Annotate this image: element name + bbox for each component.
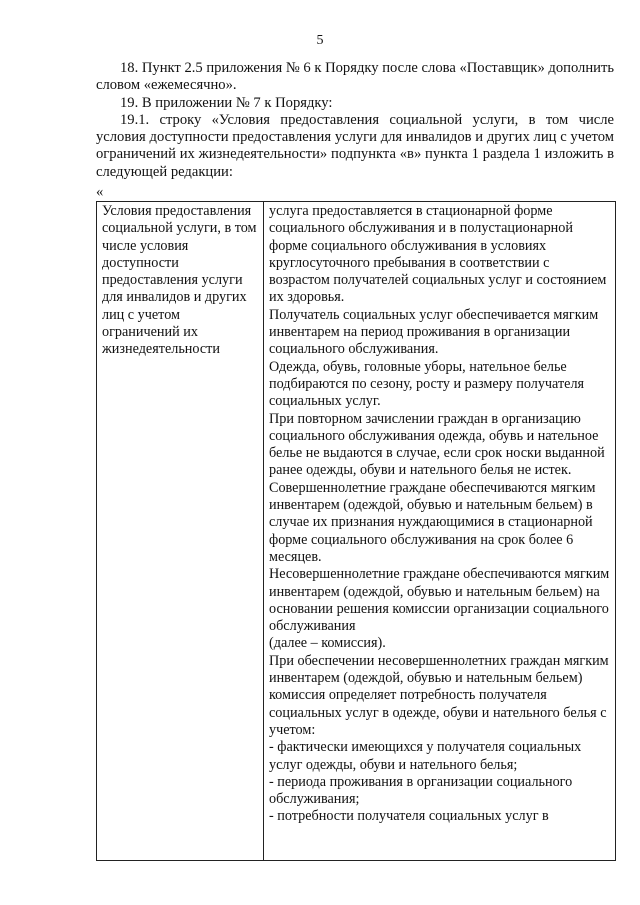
condition-description-cell (264, 202, 616, 861)
table-row (97, 202, 616, 861)
description-paragraph-overflow (269, 826, 611, 843)
page-number: 5 (316, 33, 324, 48)
description-paragraph: - фактически имеющихся у получателя социальных услуг одежды, обуви и нательного белья; (269, 739, 582, 773)
description-paragraph: (далее – комиссия). (269, 635, 386, 652)
description-paragraph: - периода проживания в организации социального обслуживания; (269, 773, 573, 808)
paragraph-19-1: 19.1. строку «Условия предоставления социальной услуги, в том числе условия доступности предоставления услуги для инвалидов и других лиц с учетом ограничений их жизнедеятельности» подпункта «в» пункта 1 раздела 1 изложить в следующей редакции: (96, 111, 614, 180)
opening-quote: « (96, 184, 104, 200)
description-paragraph: Получатель социальных услуг обеспечивается мягким инвентарем на период проживания в организации социального обслуживания. (269, 306, 599, 358)
description-paragraph: Совершеннолетние граждане обеспечиваются мягким инвентарем (одеждой, обувью и нательным бельем) в случае их признания нуждающимися в стационарной форме социального обслуживания на срок более 6 месяцев. (269, 479, 596, 565)
description-paragraph: Одежда, обувь, головные уборы, нательное белье подбираются по сезону, росту и размеру получателя социальных услуг. (269, 358, 585, 410)
conditions-table (96, 201, 616, 861)
description-paragraph: При обеспечении несовершеннолетних граждан мягким инвентарем (одеждой, обувью и нательным бельем) комиссия определяет потребность получателя социальных услуг в одежде, обуви и нательного белья с учетом: (269, 652, 609, 738)
condition-label-cell: Условия предоставления социальной услуги, в том числе условия доступности предоставления услуги для инвалидов и других лиц с учетом ограничений их жизнедеятельности (97, 202, 264, 861)
description-paragraph: При повторном зачислении граждан в организацию социального обслуживания одежда, обувь и нательное белье не выдаются в случае, если срок носки выданной ранее одежды, обуви и нательного белья не истек. (269, 410, 605, 479)
page-bottom-margin (90, 862, 630, 905)
paragraph-19: 19. В приложении № 7 к Порядку: (120, 94, 333, 111)
description-paragraph-overflow (269, 843, 611, 860)
description-paragraph: услуга предоставляется в стационарной форме социального обслуживания и в полустационарной форме социального обслуживания в условиях круглосуточного пребывания в соответствии с возрастом получателей социальных услуг и состоянием их здоровья. (269, 203, 607, 306)
intro-text (96, 60, 614, 181)
paragraph-18: 18. Пункт 2.5 приложения № 6 к Порядку после слова «Поставщик» дополнить словом «ежемесячно». (96, 60, 614, 94)
description-paragraph: - потребности получателя социальных услуг в (269, 808, 549, 825)
description-paragraph: Несовершеннолетние граждане обеспечиваются мягким инвентарем (одеждой, обувью и нательным бельем) на основании решения комиссии организации социального обслуживания (269, 566, 610, 635)
